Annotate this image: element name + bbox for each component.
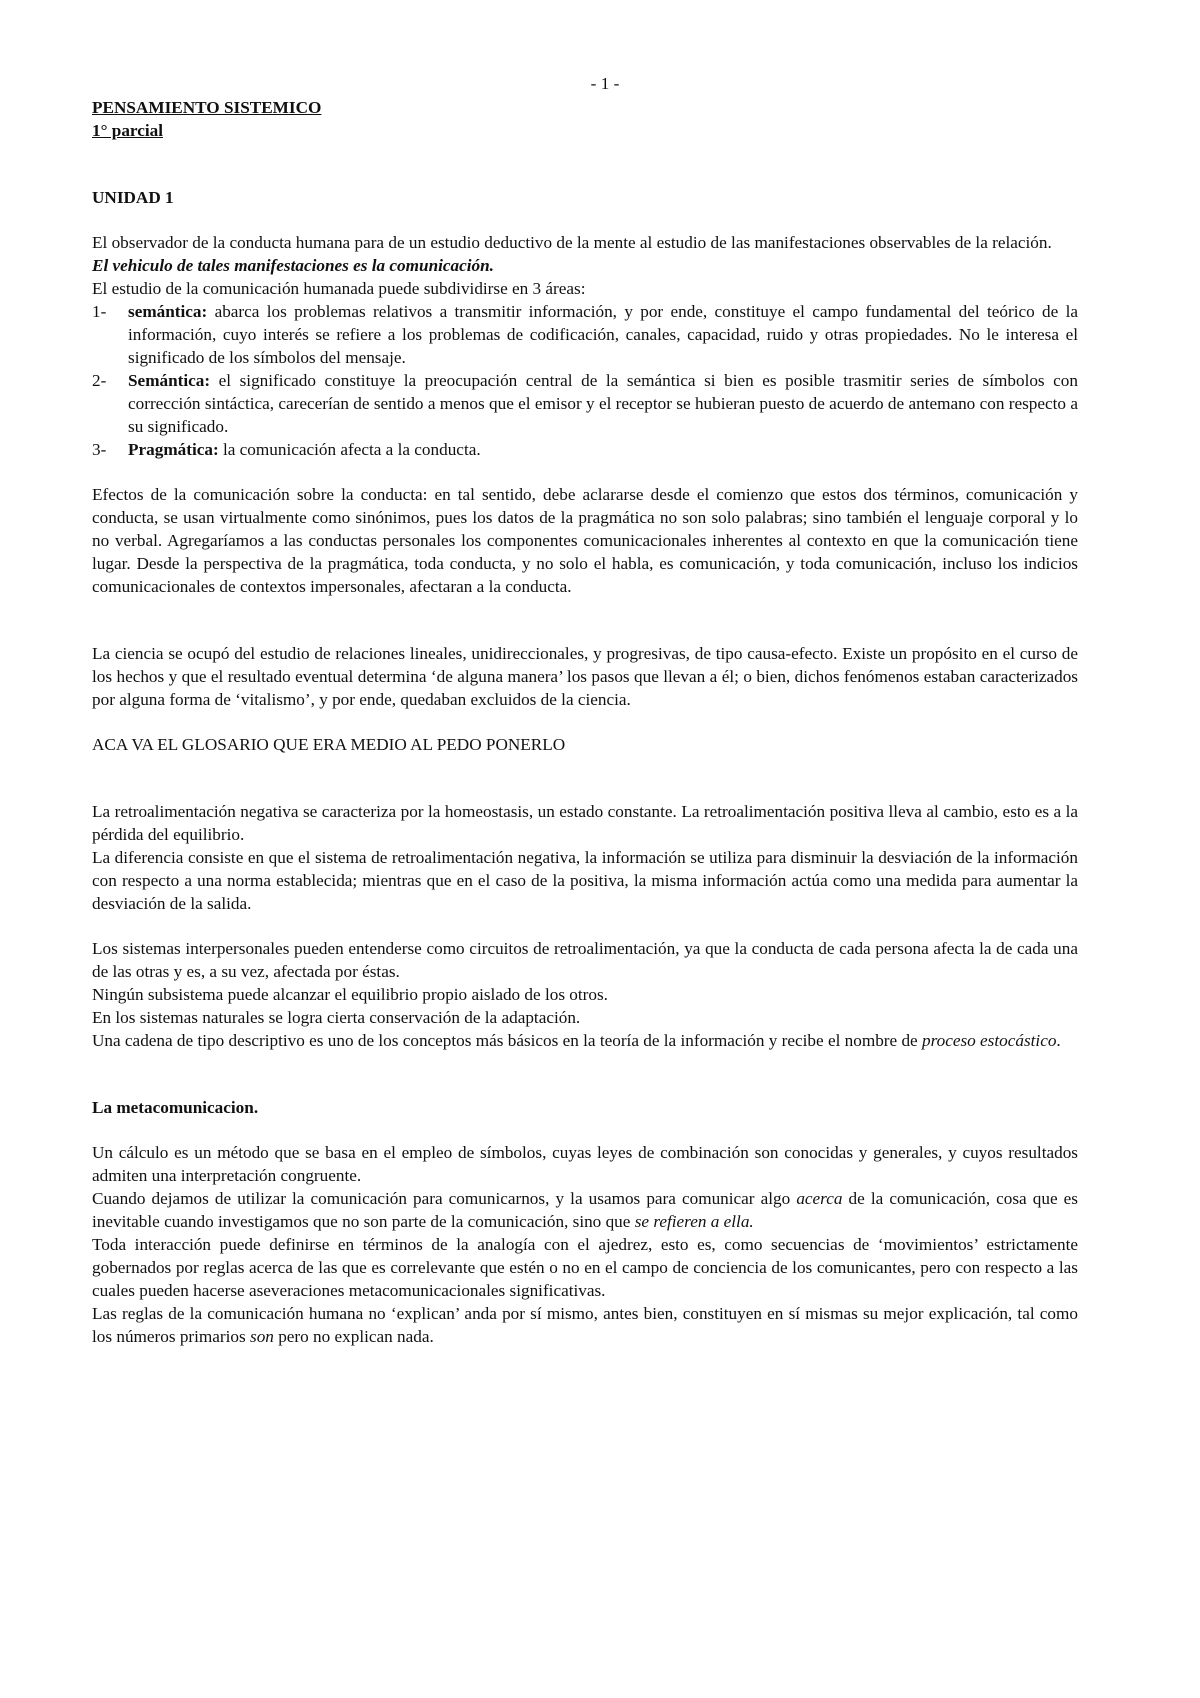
systems-paragraph-2: Ningún subsistema puede alcanzar el equilibrio propio aislado de los otros.	[92, 985, 608, 1004]
systems-text: Una cadena de tipo descriptivo es uno de los conceptos más básicos en la teoría de la información y recibe el nombre de	[92, 1031, 922, 1050]
meta-text-mid: de la comunicación, cosa que es inevitable cuando investigamos que no son parte de la comunicación, sino que	[92, 1189, 1078, 1231]
unit-heading: UNIDAD 1	[92, 188, 174, 207]
systems-paragraph-3: En los sistemas naturales se logra cierta conservación de la adaptación.	[92, 1008, 581, 1027]
meta-italic-refieren: se refieren a ella.	[634, 1212, 754, 1231]
document-subtitle: 1° parcial	[92, 121, 164, 140]
systems-text-end: .	[1056, 1031, 1061, 1050]
meta-paragraph-2	[92, 1187, 1078, 1233]
meta-text-4: Las reglas de la comunicación humana no ‘explican’ anda por sí mismo, antes bien, constituyen en sí mismas su mejor explicación, tal como los números primarios	[92, 1304, 1078, 1346]
list-item-term: Pragmática:	[128, 440, 219, 459]
list-item-text: la comunicación afecta a la conducta.	[218, 440, 481, 459]
areas-list	[92, 300, 1078, 461]
intro-paragraph: El observador de la conducta humana para de un estudio deductivo de la mente al estudio de las manifestaciones observables de la relación.	[92, 233, 1052, 252]
feedback-paragraph-2: La diferencia consiste en que el sistema de retroalimentación negativa, la información se utiliza para disminuir la desviación de la información con respecto a una norma establecida; mientras que en el caso de la positiva, la misma información actúa como una medida para aumentar la desviación de la salida.	[92, 848, 1078, 913]
list-item	[92, 369, 1078, 438]
page-number: - 1 -	[590, 74, 620, 93]
meta-italic-son: son	[250, 1327, 274, 1346]
list-item	[92, 438, 1078, 461]
meta-paragraph-4	[92, 1302, 1078, 1348]
section-heading-metacommunication: La metacomunicacion.	[92, 1098, 259, 1117]
meta-paragraph-3: Toda interacción puede definirse en términos de la analogía con el ajedrez, esto es, como secuencias de ‘movimientos’ estrictamente gobernados por reglas acerca de las que es correlevante que estén o no en el campo de conciencia de los comunicantes, pero con respecto a las cuales pueden hacerse aseveraciones metacomunicacionales significativas.	[92, 1235, 1078, 1300]
science-paragraph: La ciencia se ocupó del estudio de relaciones lineales, unidireccionales, y progresivas, de tipo causa-efecto. Existe un propósito en el curso de los hechos y que el resultado eventual determina ‘de alguna manera’ los pasos que llevan a él; o bien, dichos fenómenos estaban caracterizados por alguna forma de ‘vitalismo’, y por ende, quedaban excluidos de la ciencia.	[92, 644, 1078, 709]
list-item	[92, 300, 1078, 369]
list-item-number: 2-	[92, 371, 107, 390]
glossary-note: ACA VA EL GLOSARIO QUE ERA MEDIO AL PEDO PONERLO	[92, 735, 566, 754]
list-item-term: semántica:	[128, 302, 208, 321]
systems-paragraph-4	[92, 1029, 1078, 1052]
intro-emphasis: El vehiculo de tales manifestaciones es la comunicación.	[92, 256, 494, 275]
list-item-text: el significado constituye la preocupación central de la semántica si bien es posible trasmitir series de símbolos con corrección sintáctica, carecerían de sentido a menos que el emisor y el receptor se hubieran puesto de acuerdo de antemano con respecto a su significado.	[128, 371, 1078, 436]
intro-areas-lead: El estudio de la comunicación humanada puede subdividirse en 3 áreas:	[92, 279, 586, 298]
stochastic-process-term: proceso estocástico	[921, 1031, 1057, 1050]
list-item-number: 1-	[92, 302, 107, 321]
meta-italic-acerca: acerca	[796, 1189, 843, 1208]
meta-paragraph-1: Un cálculo es un método que se basa en el empleo de símbolos, cuyas leyes de combinación son conocidas y generales, y cuyos resultados admiten una interpretación congruente.	[92, 1143, 1078, 1185]
document-page	[92, 72, 1078, 1348]
effects-paragraph: Efectos de la comunicación sobre la conducta: en tal sentido, debe aclararse desde el comienzo que estos dos términos, comunicación y conducta, se usan virtualmente como sinónimos, pues los datos de la pragmática no son solo palabras; sino también el lenguaje corporal y lo no verbal. Agregaríamos a las conductas personales los componentes comunicacionales inherentes al contexto en que la comunicación tiene lugar. Desde la perspectiva de la pragmática, toda conducta, y no solo el habla, es comunicación, y toda comunicación, incluso los indicios comunicacionales de contextos impersonales, afectaran a la conducta.	[92, 485, 1078, 596]
meta-text: Cuando dejamos de utilizar la comunicación para comunicarnos, y la usamos para comunicar algo	[92, 1189, 797, 1208]
document-title: PENSAMIENTO SISTEMICO	[92, 98, 322, 117]
list-item-number: 3-	[92, 440, 107, 459]
list-item-text: abarca los problemas relativos a transmitir información, y por ende, constituye el campo fundamental del teórico de la información, cuyo interés se refiere a los problemas de codificación, canales, capacidad, ruido y otras propiedades. No le interesa el significado de los símbolos del mensaje.	[128, 302, 1078, 367]
feedback-paragraph-1: La retroalimentación negativa se caracteriza por la homeostasis, un estado constante. La retroalimentación positiva lleva al cambio, esto es a la pérdida del equilibrio.	[92, 802, 1078, 844]
meta-text-4-end: pero no explican nada.	[273, 1327, 434, 1346]
list-item-term: Semántica:	[128, 371, 211, 390]
systems-paragraph-1: Los sistemas interpersonales pueden entenderse como circuitos de retroalimentación, ya que la conducta de cada persona afecta la de cada una de las otras y es, a su vez, afectada por éstas.	[92, 939, 1078, 981]
